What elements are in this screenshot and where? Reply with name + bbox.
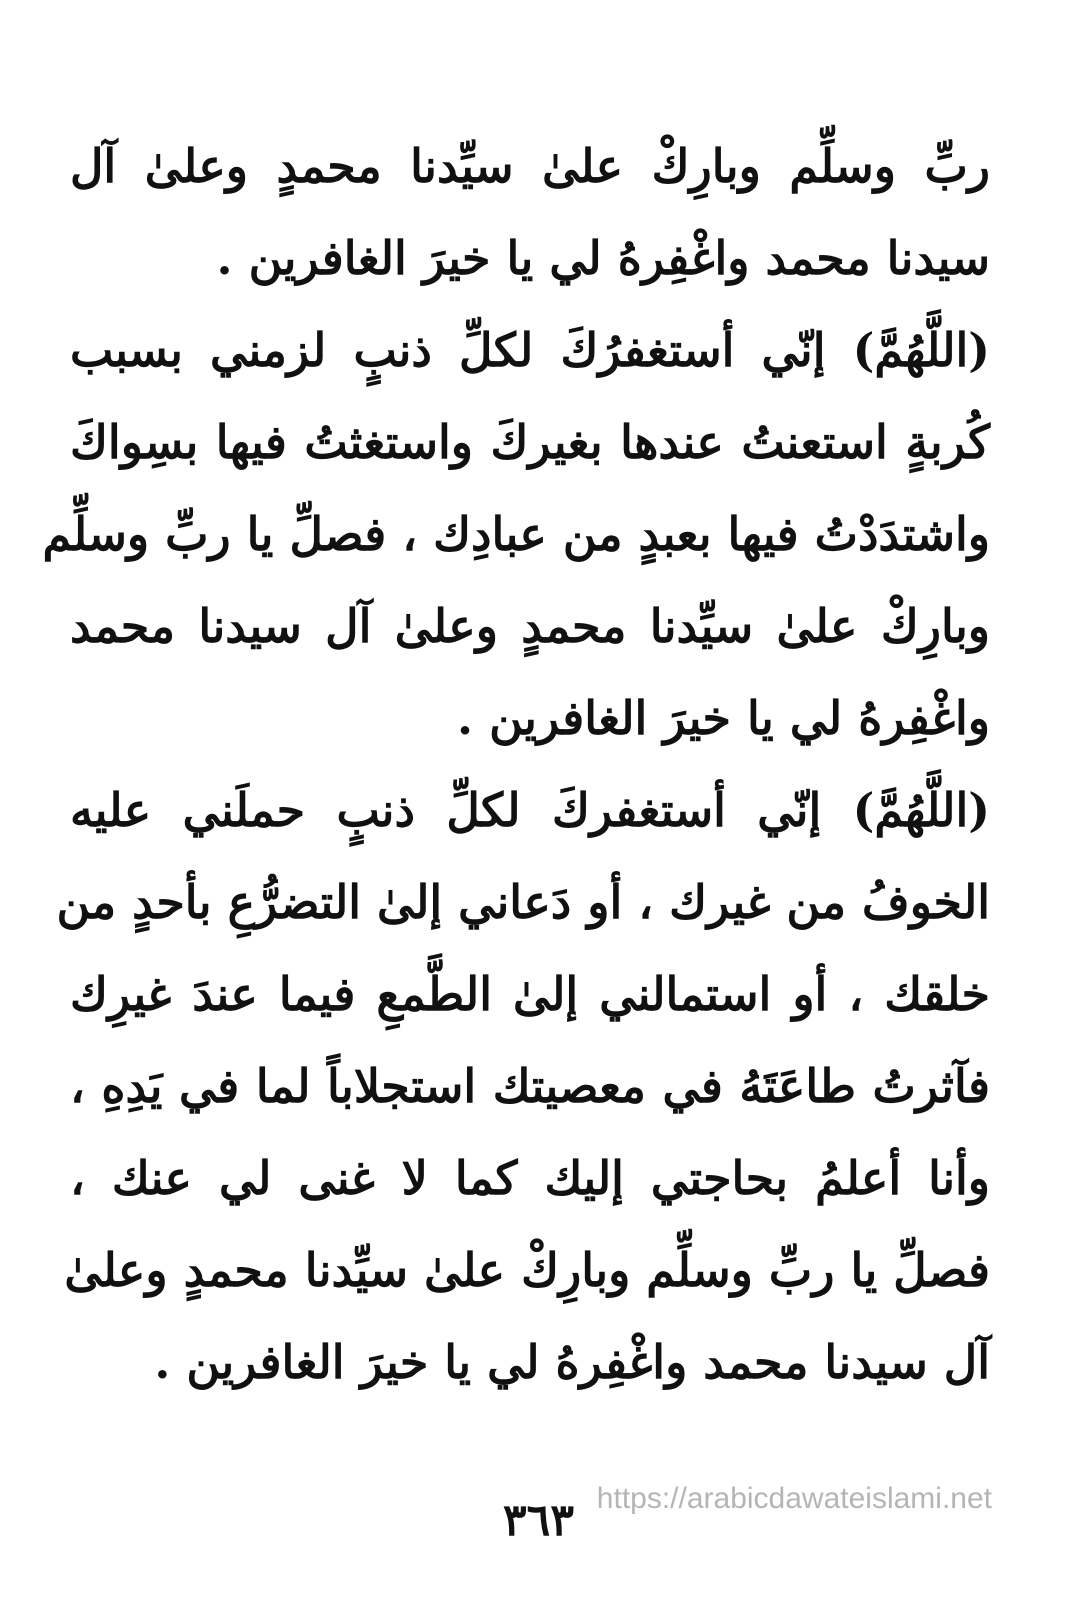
text-line: فآثرتُ طاعَتَهُ في معصيتك استجلاباً لما في يَدِهِ ،	[70, 1059, 990, 1113]
text-line: آل سيدنا محمد واغْفِرهُ لي يا خيرَ الغافرين .	[154, 1335, 990, 1389]
text-line: الخوفُ من غيرك ، أو دَعاني إلىٰ التضرُّعِ بأحدٍ من	[56, 875, 990, 929]
text-line: ربِّ وسلِّم وبارِكْ علىٰ سيِّدنا محمدٍ وعلىٰ آل	[70, 139, 990, 193]
text-line: (اللَّهُمَّ) إنّي أستغفركَ لكلِّ ذنبٍ حملَني عليه	[70, 783, 990, 837]
page-number: ٣٦٣	[503, 1495, 574, 1546]
text-line: سيدنا محمد واغْفِرهُ لي يا خيرَ الغافرين .	[216, 231, 990, 285]
text-line: واشتدَدْتُ فيها بعبدٍ من عبادِك ، فصلِّ يا ربِّ وسلِّم	[42, 507, 990, 561]
paragraph-3	[56, 764, 990, 1408]
paragraph-2	[42, 304, 990, 764]
text-line: وبارِكْ علىٰ سيِّدنا محمدٍ وعلىٰ آل سيدنا محمد	[70, 599, 990, 653]
paragraph-1	[70, 120, 990, 304]
text-line: فصلِّ يا ربِّ وسلِّم وبارِكْ علىٰ سيِّدنا محمدٍ وعلىٰ	[64, 1243, 990, 1297]
page-body	[42, 120, 990, 1408]
text-line: (اللَّهُمَّ) إنّي أستغفرُكَ لكلِّ ذنبٍ لزمني بسبب	[70, 323, 990, 377]
text-line: وأنا أعلمُ بحاجتي إليك كما لا غنى لي عنك ،	[70, 1151, 990, 1205]
text-line: كُربةٍ استعنتُ عندها بغيركَ واستغثتُ فيها بسِواكَ	[70, 415, 990, 469]
text-line: خلقك ، أو استمالني إلىٰ الطَّمعِ فيما عندَ غيرِك	[70, 967, 990, 1021]
text-line: واغْفِرهُ لي يا خيرَ الغافرين .	[457, 691, 990, 745]
watermark-url: https://arabicdawateislami.net	[596, 1482, 992, 1515]
